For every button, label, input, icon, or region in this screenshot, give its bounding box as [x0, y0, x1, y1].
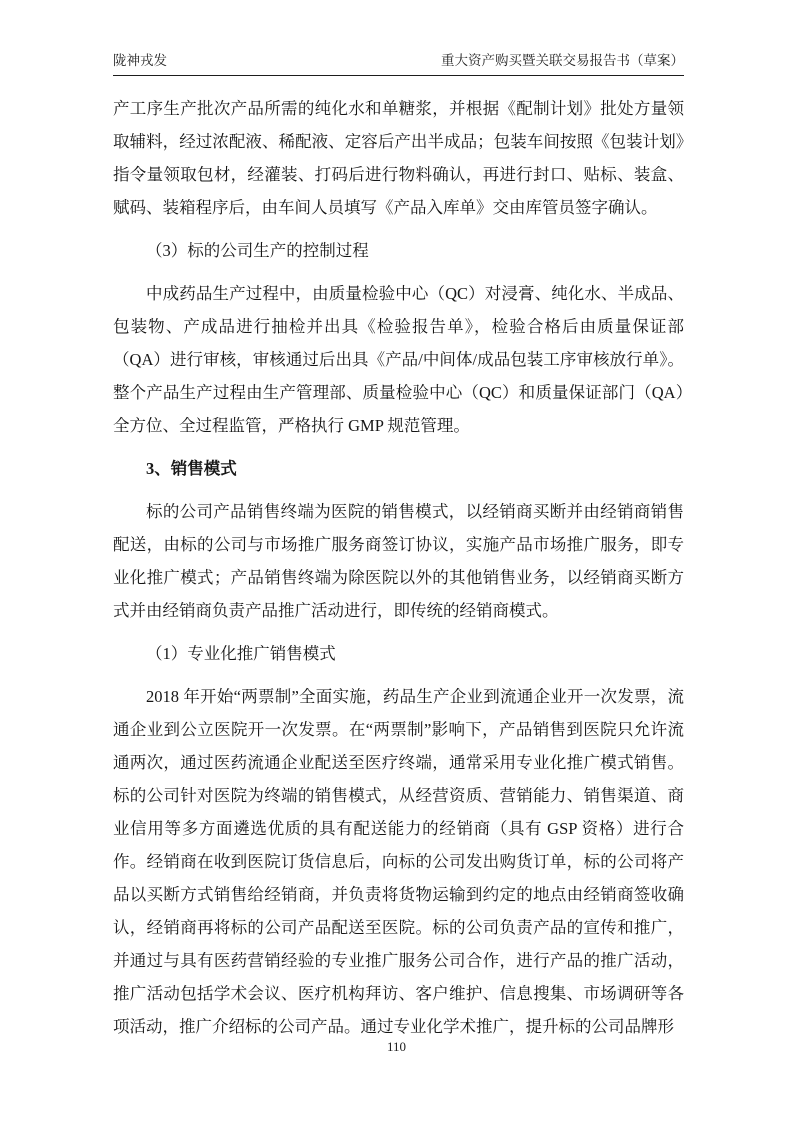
page-header [113, 52, 684, 70]
header-report-title: 重大资产购买暨关联交易报告书（草案） [441, 53, 684, 68]
page-footer [0, 1038, 793, 1056]
paragraph-sales-model-overview: 标的公司产品销售终端为医院的销售模式，以经销商买断并由经销商销售配送，由标的公司与市场推广服务商签订协议，实施产品市场推广服务，即专业化推广模式；产品销售终端为除医院以外的其他销售业务，以经销商买断方式并由经销商负责产品推广活动进行，即传统的经销商模式。 [113, 502, 684, 620]
document-body [113, 92, 684, 1053]
heading-professional-promotion-model: （1）专业化推广销售模式 [146, 644, 336, 663]
header-company-name: 陇神戎发 [113, 53, 167, 68]
paragraph-production-batch-continuation: 产工序生产批次产品所需的纯化水和单糖浆，并根据《配制计划》批处方量领取辅料，经过浓配液、稀配液、定容后产出半成品；包装车间按照《包装计划》指令量领取包材，经灌装、打码后进行物料确认，再进行封口、贴标、装盒、赋码、装箱程序后，由车间人员填写《产品入库单》交由库管员签字确认。 [113, 99, 684, 217]
paragraph-two-invoice-system: 2018 年开始“两票制”全面实施，药品生产企业到流通企业开一次发票，流通企业到公立医院开一次发票。在“两票制”影响下，产品销售到医院只允许流通两次，通过医药流通企业配送至医疗终端，通常采用专业化推广模式销售。标的公司针对医院为终端的销售模式，从经营资质、营销能力、销售渠道、商业信用等多方面遴选优质的具有配送能力的经销商（具有 GSP 资格）进行合作。经销商在收到医院订货信息后，向标的公司发出购货订单，标的公司将产品以买断方式销售给经销商，并负责将货物运输到约定的地点由经销商签收确认，经销商再将标的公司产品配送至医院。标的公司负责产品的宣传和推广，并通过与具有医药营销经验的专业推广服务公司合作，进行产品的推广活动，推广活动包括学术会议、医疗机构拜访、客户维护、信息搜集、市场调研等各项活动，推广介绍标的公司产品。通过专业化学术推广，提升标的公司品牌形 [113, 687, 684, 1036]
header-divider [113, 75, 684, 76]
paragraph-quality-control: 中成药品生产过程中，由质量检验中心（QC）对浸膏、纯化水、半成品、包装物、产成品进行抽检并出具《检验报告单》，检验合格后由质量保证部（QA）进行审核，审核通过后出具《产品/中间体/成品包装工序审核放行单》。整个产品生产过程由生产管理部、质量检验中心（QC）和质量保证部门（QA）全方位、全过程监管，严格执行 GMP 规范管理。 [113, 284, 684, 435]
page-number: 110 [386, 1039, 407, 1054]
heading-sales-model: 3、销售模式 [146, 459, 237, 478]
heading-production-control-process: （3）标的公司生产的控制过程 [146, 241, 369, 260]
